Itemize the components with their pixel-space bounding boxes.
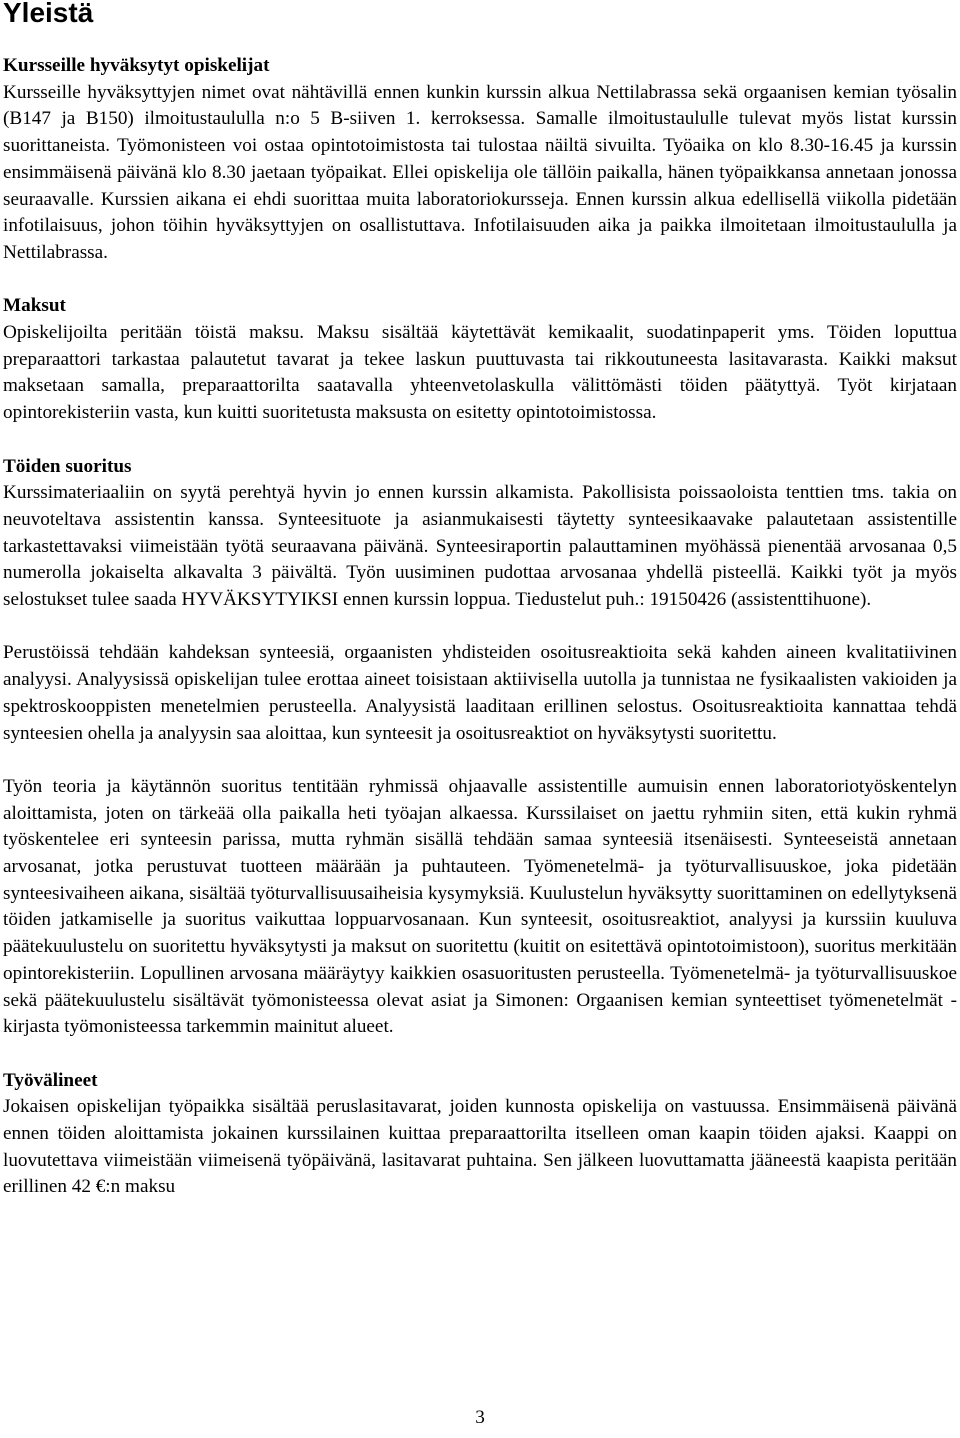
section-paragraph: Kurssimateriaaliin on syytä perehtyä hyvin jo ennen kurssin alkamista. Pakollisista poissaoloista tenttien tms. takia on neuvoteltava assistentin kanssa. Synteesituote ja asianmukaisesti täytetty synteesikaavake palautetaan assistentille tarkastettavaksi viimeistään työtä seuraavana päivänä. Synteesiraportin palauttaminen myöhässä pienentää arvosanaa 0,5 numerolla jokaiselta alkavalta 3 päivältä. Työn uusiminen pudottaa arvosanaa yhdellä pisteellä. Kaikki työt ja myös selostukset tulee saada HYVÄKSYTYIKSI ennen kurssin loppua. Tiedustelut puh.: 19150426 (assistenttihuone). — [3, 482, 957, 611]
section-paragraph: Kursseille hyväksyttyjen nimet ovat nähtävillä ennen kunkin kurssin alkua Nettilabrassa sekä orgaanisen kemian työsalin (B147 ja B150) ilmoitustaululla n:o 5 B-siiven 1. kerroksessa. Samalle ilmoitustaululle tulevat myös listat kurssin suorittaneista. Työmonisteen voi ostaa opintotoimistosta tai tulostaa näiltä sivuilta. Työaika on klo 8.30-16.45 ja kurssin ensimmäisenä päivänä klo 8.30 jaetaan työpaikat. Ellei opiskelija ole tällöin paikalla, hänen työpaikkansa annetaan jonossa seuraavalle. Kurssien aikana ei ehdi suorittaa muita laboratoriokursseja. Ennen kurssin alkua edellisellä viikolla pidetään infotilaisuus, johon töihin hyväksyttyjen on osallistuttava. Infotilaisuuden aika ja paikka ilmoitetaan ilmoitustaululla ja Nettilabrassa. — [3, 81, 957, 263]
section-heading: Työvälineet — [3, 1069, 98, 1091]
page-title: Yleistä — [3, 0, 94, 28]
section-toiden-suoritus — [3, 454, 957, 614]
section-heading: Kursseille hyväksytyt opiskelijat — [3, 55, 270, 76]
section-hyvaksytyt — [3, 53, 957, 267]
section-paragraph: Opiskelijoilta peritään töistä maksu. Maksu sisältää käytettävät kemikaalit, suodatinpaperit yms. Töiden loputtua preparaattori tarkastaa palautetut tavarat ja tekee laskun puuttuvasta tai rikkoutuneesta lasitavarasta. Kaikki maksut maksetaan samalla, preparaattorilta saatavalla yhteenvetolaskulla välittömästi töiden päätyttyä. Työt kirjataan opintorekisteriin vasta, kun kuitti suoritetusta maksusta on esitetty opintotoimistossa. — [3, 322, 957, 424]
section-maksut — [3, 293, 957, 427]
section-tyovalineet — [3, 1068, 957, 1202]
section-perustyot — [3, 640, 957, 747]
document-body — [3, 53, 957, 1228]
section-paragraph: Jokaisen opiskelijan työpaikka sisältää peruslasitavarat, joiden kunnosta opiskelija on vastuussa. Ensimmäisenä päivänä ennen töiden aloittamista jokainen kurssilainen kuittaa preparaattorilta itselleen oman kaapin töiden ajaksi. Kaappi on luovutettava viimeistään viimeisenä työpäivänä, lasitavarat puhtaina. Sen jälkeen luovuttamatta jääneestä kaapista peritään erillinen 42 €:n maksu — [3, 1096, 957, 1198]
section-heading: Maksut — [3, 295, 66, 317]
page-number: 3 — [475, 1407, 485, 1428]
section-paragraph: Perustöissä tehdään kahdeksan synteesiä, orgaanisten yhdisteiden osoitusreaktioita sekä kahden aineen kvalitatiivinen analyysi. Analyysissä opiskelijan tulee erottaa aineet toisistaan aktiivisella uutolla ja tunnistaa ne fysikaalisten vakioiden ja spektroskooppisten menetelmien perusteella. Analyysistä laaditaan erillinen selostus. Osoitusreaktioita kannattaa tehdä synteesien ohella ja analyysin saa aloittaa, kun synteesit ja osoitusreaktiot on hyväksytysti suoritettu. — [3, 642, 957, 744]
section-teoria — [3, 774, 957, 1041]
section-heading: Töiden suoritus — [3, 455, 132, 477]
section-paragraph: Työn teoria ja käytännön suoritus tentitään ryhmissä ohjaavalle assistentille aumuisin ennen laboratoriotyöskentelyn aloittamista, joten on tärkeää olla paikalla heti työajan alkaessa. Kurssilaiset on jaettu ryhmiin siten, että kukin ryhmä työskentelee eri synteesin parissa, mutta ryhmän sisällä tehdään samaa synteesiä itsenäisesti. Synteeseistä annetaan arvosanat, jotka perustuvat tuotteen määrään ja puhtauteen. Työmenetelmä- ja työturvallisuuskoe, joka pidetään synteesivaiheen aikana, sisältää työturvallisuusaiheisia kysymyksiä. Kuulustelun hyväksytty suorittaminen on edellytyksenä töiden jatkamiselle ja suoritus vaikuttaa loppuarvosanaan. Kun synteesit, osoitusreaktiot, analyysi ja kurssiin kuuluva päätekuulustelu on suoritettu hyväksytysti ja maksut on suoritettu (kuitit on esitettävä opintotoimistoon), suoritus merkitään opintorekisteriin. Lopullinen arvosana määräytyy kaikkien osasuoritusten perusteella. Työmenetelmä- ja työturvallisuuskoe sekä päätekuulustelu sisältävät työmonisteessa olevat asiat ja Simonen: Orgaanisen kemian synteettiset työmenetelmät - kirjasta työmonisteessa tarkemmin mainitut alueet. — [3, 775, 957, 1038]
